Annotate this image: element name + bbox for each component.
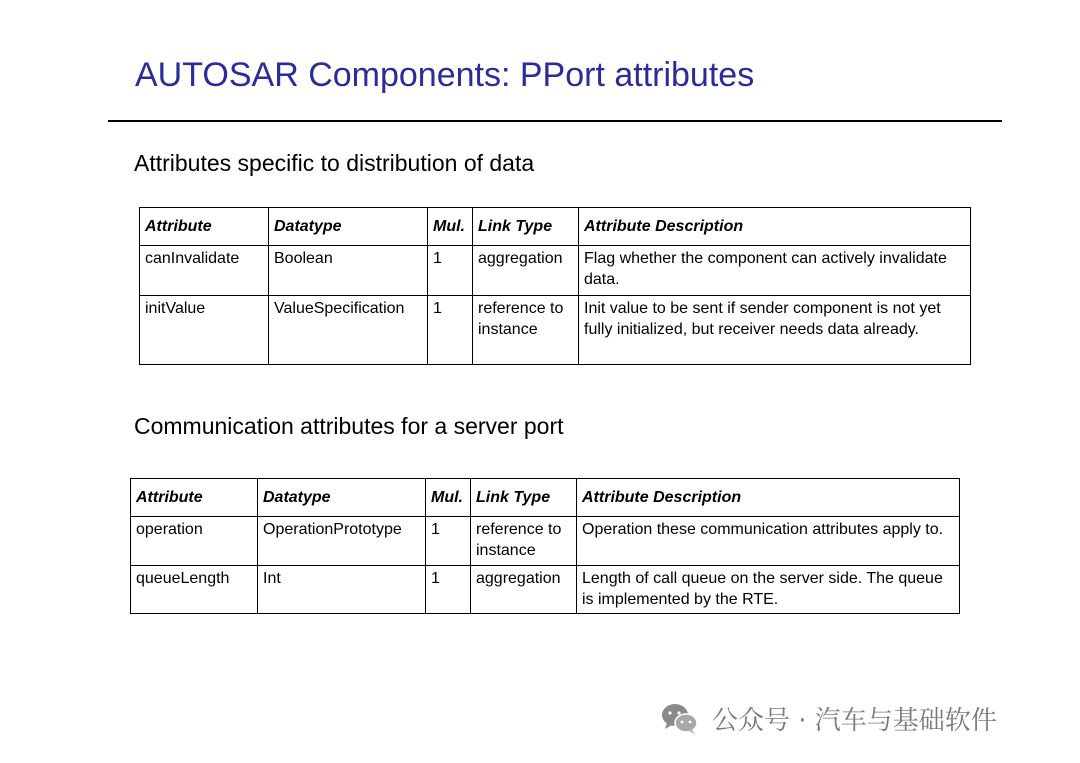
description-cell: Flag whether the component can actively invalidate data. [579, 246, 971, 296]
column-header: Datatype [258, 479, 426, 517]
table-header-row [131, 479, 960, 517]
multiplicity-cell: 1 [428, 296, 473, 365]
column-header: Link Type [473, 208, 579, 246]
link-type-cell: aggregation [473, 246, 579, 296]
column-header: Attribute Description [577, 479, 960, 517]
attribute-cell: initValue [140, 296, 269, 365]
table-row [131, 566, 960, 614]
link-type-cell: reference to instance [473, 296, 579, 365]
slide-title: AUTOSAR Components: PPort attributes [135, 56, 755, 94]
column-header: Mul. [428, 208, 473, 246]
datatype-cell: Boolean [269, 246, 428, 296]
section-heading-data-distribution: Attributes specific to distribution of data [134, 150, 535, 176]
datatype-cell: Int [258, 566, 426, 614]
multiplicity-cell: 1 [426, 517, 471, 566]
column-header: Mul. [426, 479, 471, 517]
server-port-attributes-table [130, 478, 960, 614]
attribute-cell: operation [131, 517, 258, 566]
multiplicity-cell: 1 [428, 246, 473, 296]
datatype-cell: ValueSpecification [269, 296, 428, 365]
section-heading-server-port: Communication attributes for a server port [134, 413, 564, 439]
watermark-text: 公众号 · 汽车与基础软件 [712, 706, 997, 736]
attribute-cell: queueLength [131, 566, 258, 614]
column-header: Link Type [471, 479, 577, 517]
wechat-icon [660, 702, 700, 736]
datatype-cell: OperationPrototype [258, 517, 426, 566]
column-header: Attribute [131, 479, 258, 517]
column-header: Attribute [140, 208, 269, 246]
description-cell: Length of call queue on the server side. The queue is implemented by the RTE. [577, 566, 960, 614]
link-type-cell: reference to instance [471, 517, 577, 566]
link-type-cell: aggregation [471, 566, 577, 614]
title-divider [108, 120, 1002, 122]
multiplicity-cell: 1 [426, 566, 471, 614]
description-cell: Operation these communication attributes apply to. [577, 517, 960, 566]
attribute-cell: canInvalidate [140, 246, 269, 296]
table-header-row [140, 208, 971, 246]
table-row [140, 296, 971, 365]
column-header: Attribute Description [579, 208, 971, 246]
table-row [140, 246, 971, 296]
table-row [131, 517, 960, 566]
column-header: Datatype [269, 208, 428, 246]
watermark [660, 700, 997, 737]
description-cell: Init value to be sent if sender component is not yet fully initialized, but receiver needs data already. [579, 296, 971, 365]
data-distribution-attributes-table [139, 207, 971, 365]
